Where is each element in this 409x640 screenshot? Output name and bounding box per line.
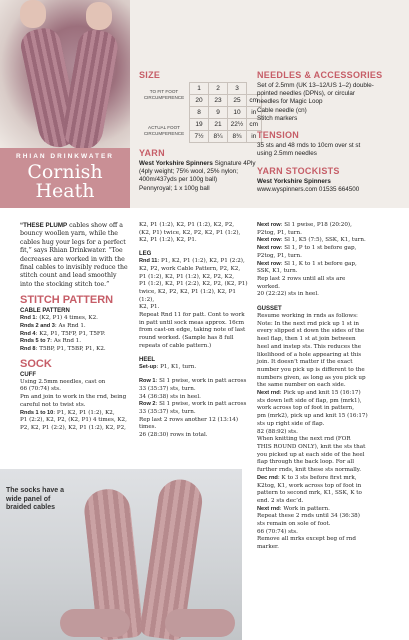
text-line: Remove all mrks except beg of rnd	[257, 536, 356, 543]
text-line: 33 (35:37) sts, turn.	[139, 385, 196, 392]
size-header: 2	[209, 83, 228, 95]
rnd-label: Row 1	[139, 378, 156, 385]
size-unit: in	[247, 107, 262, 119]
text-line: 66 (70:74) sts.	[257, 528, 298, 535]
text-line: K2, P1 (1:2), K2, P1.	[139, 237, 197, 244]
needles-line: Set of 2.5mm (UK 13–12/US 1–2) double-	[257, 82, 374, 89]
cable-rnd-8	[20, 346, 132, 354]
rnd-label: Rnd 1	[20, 315, 36, 322]
rnd-text: : K2, P1, T5FP, P1, T5FP.	[35, 330, 106, 337]
text-line: sts down left side of flap, pm (mrk1),	[257, 397, 362, 404]
rnd-text: : P1, K1, turn.	[156, 363, 197, 370]
text-line: heel and instep sts. This reduces the	[257, 343, 362, 350]
text-line: P1 (1:2), K2, P1 (2:2), K2, P2, (K2, P1)	[139, 281, 248, 288]
text-line: K2, P2, work Cable Pattern, P2, K2,	[139, 265, 241, 272]
text-line: every slipped st down the sides of the	[257, 328, 365, 335]
text-line: P2tog, P1, turn.	[257, 229, 302, 236]
rnd-text: : Sl 1 pwise, P18 (20:20),	[280, 222, 352, 228]
rnd-label: Rnd 11	[139, 258, 158, 265]
cuff-line: careful not to twist sts.	[20, 401, 86, 408]
yarn-shade: Pennyroyal; 1 x 100g ball	[139, 184, 210, 192]
rnd-text: : Sl 1, P to 1 st before gap,	[280, 245, 357, 252]
yarn-length: 400m/437yds per 100g ball)	[139, 176, 218, 184]
rnd-text: : Sl 1, K5 (7:5), SSK, K1, turn.	[280, 237, 366, 244]
needles-line: Stitch markers	[257, 114, 298, 122]
text-line: further rnds, knit these sts normally.	[257, 467, 361, 474]
rnd-text: : As Rnd 1.	[50, 338, 82, 345]
size-cell: 9	[209, 107, 228, 119]
heel-row-1	[139, 378, 252, 386]
stockist-contact: www.wyspinners.com 01535 664500	[257, 186, 360, 194]
yarn-heading: YARN	[139, 148, 165, 158]
column-2	[139, 222, 252, 440]
intro-line: bouncy woollen yarn, while the	[20, 230, 118, 238]
text-line: K2tog, K1, work across top of foot in	[257, 482, 362, 489]
hand-image	[86, 2, 112, 30]
stockists-heading: YARN STOCKISTS	[257, 166, 340, 176]
tension-line: 35 sts and 48 rnds to 10cm over st st	[257, 142, 361, 149]
text-line: work across top of foot in pattern,	[257, 405, 354, 412]
text-line: 82 (88:92) sts.	[257, 428, 298, 435]
rnd-text: : Sl 1, K to 1 st before gap,	[280, 260, 357, 267]
cable-pattern-heading: CABLE PATTERN	[20, 308, 70, 315]
text-line: round worked. (Sample has 8 full	[139, 335, 234, 342]
rnd-text: : K to 3 sts before first mrk,	[277, 474, 357, 481]
intro-line: final cables to invisibly reduce the	[20, 264, 128, 272]
rnd-text: : As Rnd 1.	[54, 322, 86, 329]
size-unit: cm	[247, 95, 262, 107]
pattern-title	[0, 163, 130, 201]
text-line: P1 (1:2), K2, P1 (1:2), K2, P2, K2,	[139, 273, 235, 280]
size-cell: 22½	[228, 119, 247, 131]
column-3	[257, 222, 405, 552]
rnd-text: : Sl 1 pwise, work in patt across	[155, 401, 247, 408]
text-line: number you pick up is different to the	[257, 366, 365, 373]
text-line: K2, P1.	[139, 304, 160, 311]
rnd-label: Row 2	[139, 401, 156, 408]
size-cell: 8¼	[209, 131, 228, 143]
text-line: 26 (28:30) rows in total.	[139, 432, 208, 439]
rnd-label: Next row	[257, 237, 281, 244]
size-cell: 8	[190, 107, 209, 119]
size-row-label: ACTUAL FOOT CIRCUMFERENCE	[143, 125, 185, 136]
rnd-text: : P1, K2, P1 (1:2), K2, P1 (2:2),	[157, 258, 245, 265]
text-line: Rep last 2 rows until all sts are	[257, 275, 346, 282]
text-line: Note: In the next rnd pick up 1 st in	[257, 320, 359, 327]
heel-row-2	[139, 401, 252, 409]
leg-heading: LEG	[139, 251, 152, 258]
yarn-fibre: (4ply weight; 75% wool, 25% nylon;	[139, 168, 239, 176]
sock-heading: SOCK	[20, 357, 52, 370]
size-header: 3	[228, 83, 247, 95]
text-line: twice, K2, P2, K2, P1 (1:2), K2, P1 (1:2),	[139, 288, 236, 303]
heel-heading: HEEL	[139, 356, 156, 363]
intro-line: cables hug your legs for a perfect	[20, 238, 126, 246]
cable-rnd-4	[20, 331, 132, 339]
next-row-3	[257, 245, 405, 253]
text-line: 34 (36:38) sts in heel.	[139, 393, 201, 400]
text-line: worked.	[257, 283, 280, 290]
text-line: Rep last 2 rows another 12 (13:14) times.	[139, 416, 239, 431]
cuff-line: 66 (70:74) sts.	[20, 386, 61, 393]
next-row-1	[257, 222, 405, 230]
next-rnd	[257, 390, 405, 398]
sock-photo-bottom	[0, 469, 242, 640]
needles-line: pointed needles (DPNs), or circular	[257, 90, 355, 98]
rnd-label: Next row	[257, 222, 281, 228]
rnd-text: : Sl 1 pwise, work in patt across	[155, 378, 247, 385]
rnd-text: : T5BP, P1, T5BP, P1, K2.	[35, 346, 106, 353]
intro-line: cables show off a	[67, 222, 123, 229]
text-line: Repeat Rnd 11 for patt. Cont to work	[139, 312, 245, 319]
intro-line: into the stocking stitch toe.”	[20, 280, 110, 288]
text-line: in patt until sock meas approx. 16cm	[139, 319, 245, 326]
rnd-label: Rnd 4	[20, 330, 36, 337]
text-line: join. It doesn’t matter if the exact	[257, 359, 353, 366]
dec-rnd	[257, 475, 405, 483]
title-banner	[0, 148, 130, 208]
intro-line: stitch count and lead smoothly	[20, 272, 117, 280]
text-line: end. 2 sts dec’d.	[257, 497, 304, 504]
cuff-heading: CUFF	[20, 371, 36, 378]
rnd-label: Next row	[257, 260, 281, 267]
cuff-line: P1 (2:2), K2, P2, (K2, P1) 4 times, K2,	[20, 417, 127, 424]
column-1	[20, 222, 132, 433]
size-cell: 23	[209, 95, 228, 107]
text-line: 33 (35:37) sts, turn.	[139, 409, 196, 416]
size-table	[139, 82, 262, 143]
needles-heading: NEEDLES & ACCESSORIES	[257, 70, 383, 80]
text-line: heel flap, then 1 st at join between	[257, 336, 356, 343]
rnd-label: Set-up	[139, 363, 157, 370]
text-line: marker.	[257, 544, 279, 551]
size-cell: 7½	[190, 131, 209, 143]
text-line: (K2, P1) twice, K2, P2, K2, P1 (1:2),	[139, 229, 241, 236]
sock-foot-image	[165, 609, 235, 637]
tension-heading: TENSION	[257, 130, 300, 140]
cuff-line: P2, K2, P1 (2:2), K2, P1 (1:2), K2, P2,	[20, 424, 126, 431]
text-line: P2tog, P1, turn.	[257, 252, 302, 259]
needles-line: needles for Magic Loop	[257, 98, 323, 106]
size-heading: SIZE	[139, 70, 161, 80]
intro-line: decreases are worked in with the	[20, 255, 125, 263]
size-cell: 10	[228, 107, 247, 119]
size-cell: 20	[190, 95, 209, 107]
rnd-text: : Pick up and knit 15 (16:17)	[279, 390, 361, 397]
text-line: pm (mrk2), pick up and knit 15 (16:17)	[257, 413, 368, 420]
title-line-2: Heath	[35, 180, 95, 202]
size-unit: cm	[247, 119, 262, 131]
rnd-text: : Work in pattern.	[279, 505, 330, 512]
text-line: sts remain on sole of foot.	[257, 521, 331, 528]
text-line: THIS ROUND ONLY), knit the sts that	[257, 443, 366, 450]
text-line: sts up right side of flap.	[257, 420, 325, 427]
rnd-label: Rnds 5 to 7	[20, 338, 51, 345]
stitch-pattern-heading: STITCH PATTERN	[20, 294, 114, 307]
yarn-details	[139, 160, 259, 193]
text-line: SSK, K1, turn.	[257, 268, 298, 275]
intro-lead: “THESE PLUMP	[20, 222, 68, 229]
leg-rnd-11	[139, 258, 252, 266]
tension-text	[257, 142, 407, 158]
text-line: you picked up at each side of the heel	[257, 451, 365, 458]
size-cell: 8¾	[228, 131, 247, 143]
needles-list	[257, 82, 407, 123]
rnd-label: Dec rnd	[257, 474, 278, 481]
text-line: Repeat these 2 rnds until 34 (36:38)	[257, 513, 360, 520]
rnd-label: Next row	[257, 245, 281, 252]
text-line: flap through the back loop. For all	[257, 459, 355, 466]
needles-line: Cable needle (cn)	[257, 106, 307, 114]
text-line: likelihood of a hole appearing at this	[257, 351, 362, 358]
rnd-label: Next rnd	[257, 390, 280, 397]
text-line: repeats of cable pattern.)	[139, 342, 212, 349]
rnd-label: Rnd 8	[20, 346, 36, 353]
sock-photo-top	[0, 0, 130, 148]
cable-rnd-2-3	[20, 323, 132, 331]
title-line-1: Cornish	[27, 161, 103, 183]
text-line: When knitting the next rnd (FOR	[257, 436, 351, 443]
intro-paragraph	[20, 222, 132, 289]
size-row-label: TO FIT FOOT CIRCUMFERENCE	[143, 89, 185, 100]
photo-caption: The socks have a wide panel of braided cables	[6, 487, 64, 511]
info-panel	[130, 0, 409, 208]
cuff-line: Using 2.5mm needles, cast on	[20, 378, 106, 385]
cable-rnd-5-7	[20, 338, 132, 346]
text-line: 20 (22:22) sts in heel.	[257, 291, 319, 298]
intro-line: fit,” says Rhian Drinkwater. “Toe	[20, 247, 123, 255]
sock-foot-image	[60, 609, 130, 637]
size-unit: in	[247, 131, 262, 143]
yarn-brand: West Yorkshire Spinners	[139, 160, 213, 167]
hand-image	[20, 0, 46, 28]
tension-line: using 2.5mm needles	[257, 150, 317, 158]
text-line: K2, P1 (1:2), K2, P1 (1:2), K2, P2,	[139, 222, 235, 228]
cuff-line: Pm and join to work in the rnd, being	[20, 394, 127, 401]
size-cell: 25	[228, 95, 247, 107]
text-line: Resume working in rnds as follows:	[257, 313, 358, 320]
size-cell: 21	[209, 119, 228, 131]
cable-rnd-1	[20, 315, 132, 323]
rnd-label: Rnds 1 to 10	[20, 409, 54, 416]
gusset-heading: GUSSET	[257, 306, 282, 313]
next-row-2	[257, 237, 405, 245]
stockists-text	[257, 178, 407, 194]
rnd-label: Next rnd	[257, 505, 280, 512]
rnd-label: Rnds 2 and 3	[20, 322, 55, 329]
rnd-text: : P1, K2, P1 (1:2), K2,	[53, 409, 115, 416]
stockist-brand: West Yorkshire Spinners	[257, 178, 331, 185]
heel-setup	[139, 364, 252, 372]
text-line: pattern to second mrk, K1, SSK, K to	[257, 490, 362, 497]
text-line: numbers given, as long as you pick up	[257, 374, 366, 381]
designer-name: RHIAN DRINKWATER	[16, 153, 114, 160]
size-header: 1	[190, 83, 209, 95]
rnd-text: : (K2, P1) 4 times, K2.	[35, 315, 98, 322]
text-line: the same number on each side.	[257, 382, 346, 389]
size-cell: 19	[190, 119, 209, 131]
yarn-name: Signature 4Ply	[212, 160, 256, 167]
next-row-4	[257, 261, 405, 269]
text-line: from cast-on edge, taking note of last	[139, 327, 246, 334]
